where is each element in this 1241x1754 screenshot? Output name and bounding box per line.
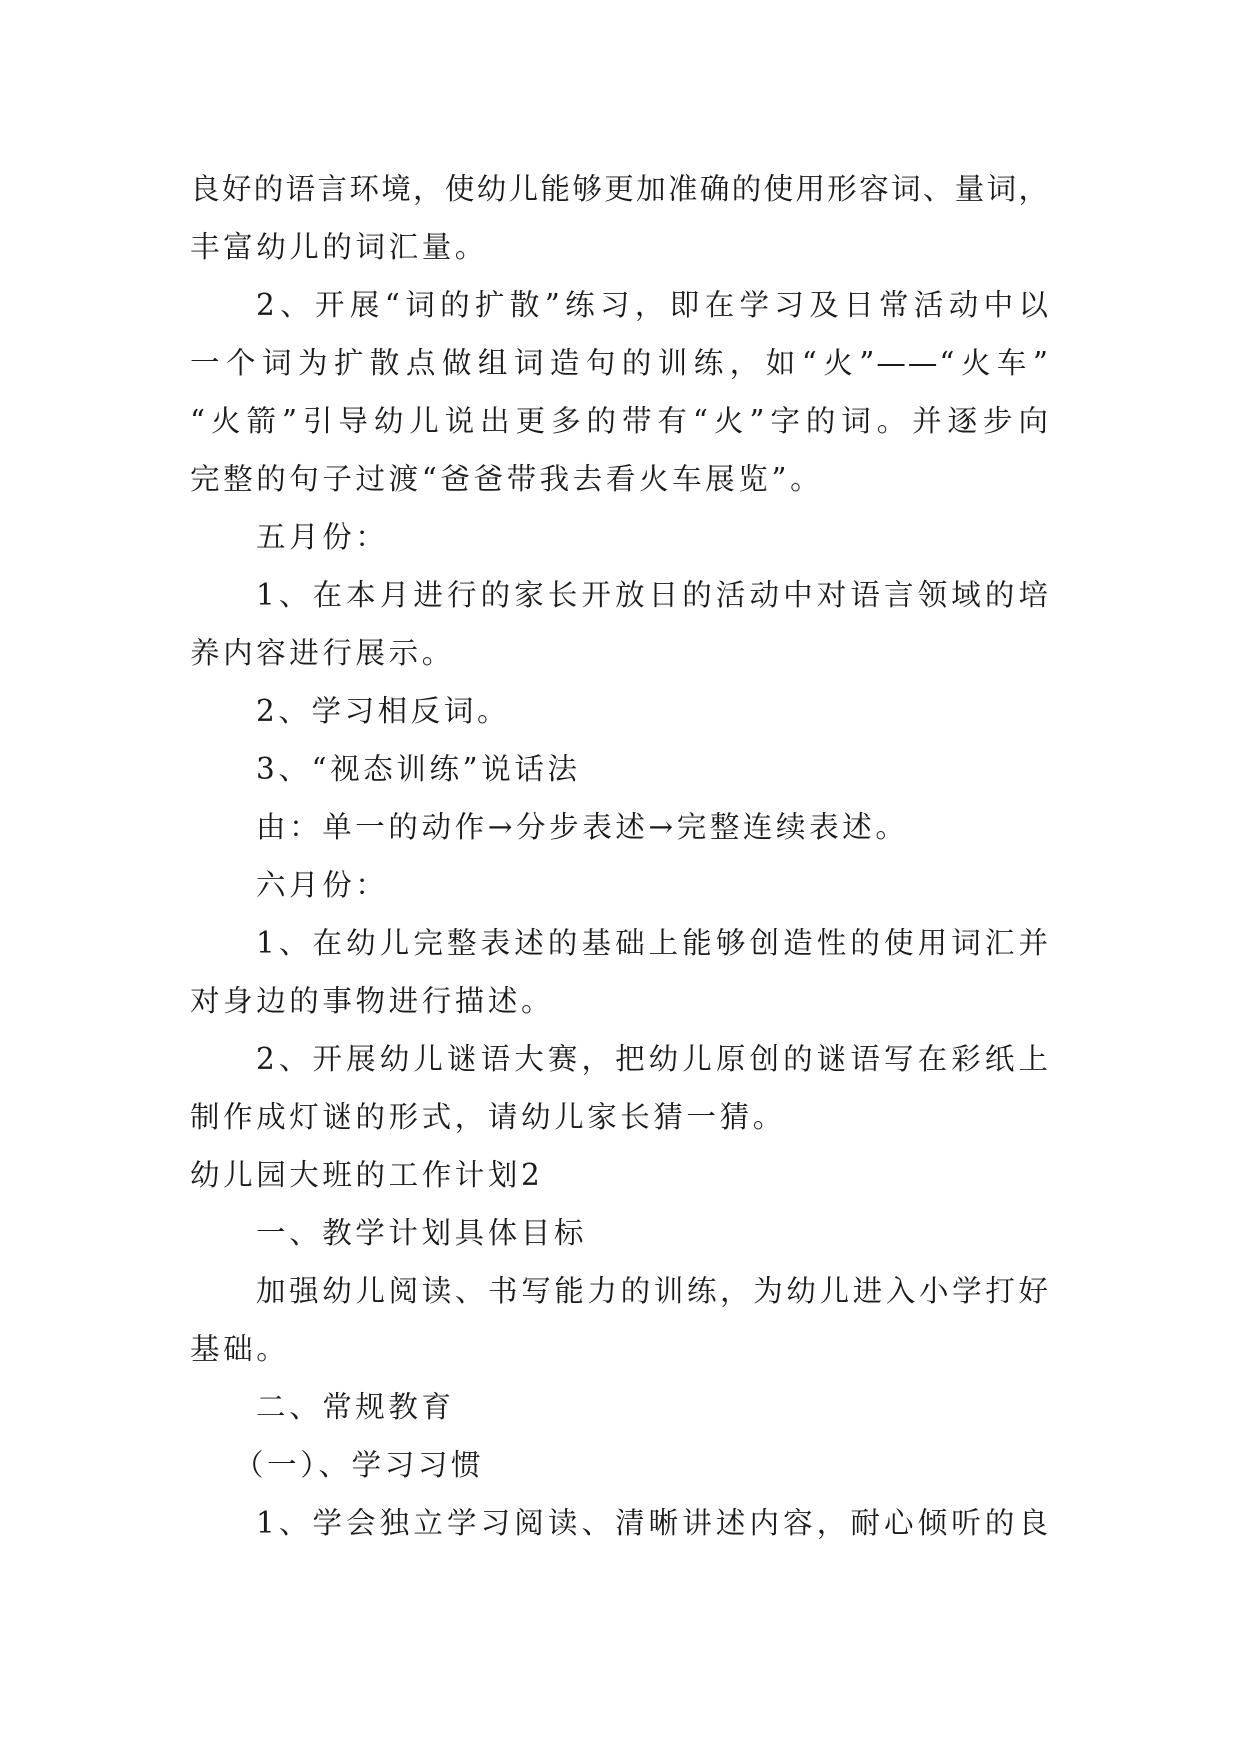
- subsection-heading: （一）、学习习惯: [234, 1448, 485, 1482]
- text-line: 2、开展幼儿谜语大赛，把幼儿原创的谜语写在彩纸上: [256, 1042, 1050, 1076]
- section-heading: 六月份：: [256, 868, 389, 902]
- document-body: [190, 160, 1050, 1552]
- text-line: 对身边的事物进行描述。: [190, 984, 555, 1018]
- text-line: 养内容进行展示。: [190, 636, 455, 670]
- text-line: 丰富幼儿的词汇量。: [190, 230, 488, 264]
- text-line: 3、“视态训练”说话法: [256, 752, 581, 786]
- section-heading: 二、常规教育: [256, 1390, 455, 1424]
- text-line: 1、学会独立学习阅读、清晰讲述内容，耐心倾听的良: [256, 1506, 1050, 1540]
- document-title: 幼儿园大班的工作计划2: [190, 1158, 544, 1192]
- text-line: “火箭”引导幼儿说出更多的带有“火”字的词。并逐步向: [190, 404, 1050, 438]
- text-line: 2、开展“词的扩散”练习，即在学习及日常活动中以: [256, 288, 1050, 322]
- text-line: 良好的语言环境，使幼儿能够更加准确的使用形容词、量词，: [190, 172, 1050, 206]
- section-heading: 一、教学计划具体目标: [256, 1216, 588, 1250]
- text-line: 一个词为扩散点做组词造句的训练，如“火”——“火车”: [190, 346, 1050, 380]
- text-line: 由：单一的动作→分步表述→完整连续表述。: [256, 810, 909, 844]
- text-line: 1、在本月进行的家长开放日的活动中对语言领域的培: [256, 578, 1050, 612]
- section-heading: 五月份：: [256, 520, 389, 554]
- text-line: 完整的句子过渡“爸爸带我去看火车展览”。: [190, 462, 824, 496]
- text-line: 2、学习相反词。: [256, 694, 511, 728]
- text-line: 制作成灯谜的形式，请幼儿家长猜一猜。: [190, 1100, 786, 1134]
- text-line: 1、在幼儿完整表述的基础上能够创造性的使用词汇并: [256, 926, 1050, 960]
- text-line: 基础。: [190, 1332, 290, 1366]
- text-line: 加强幼儿阅读、书写能力的训练，为幼儿进入小学打好: [256, 1274, 1050, 1308]
